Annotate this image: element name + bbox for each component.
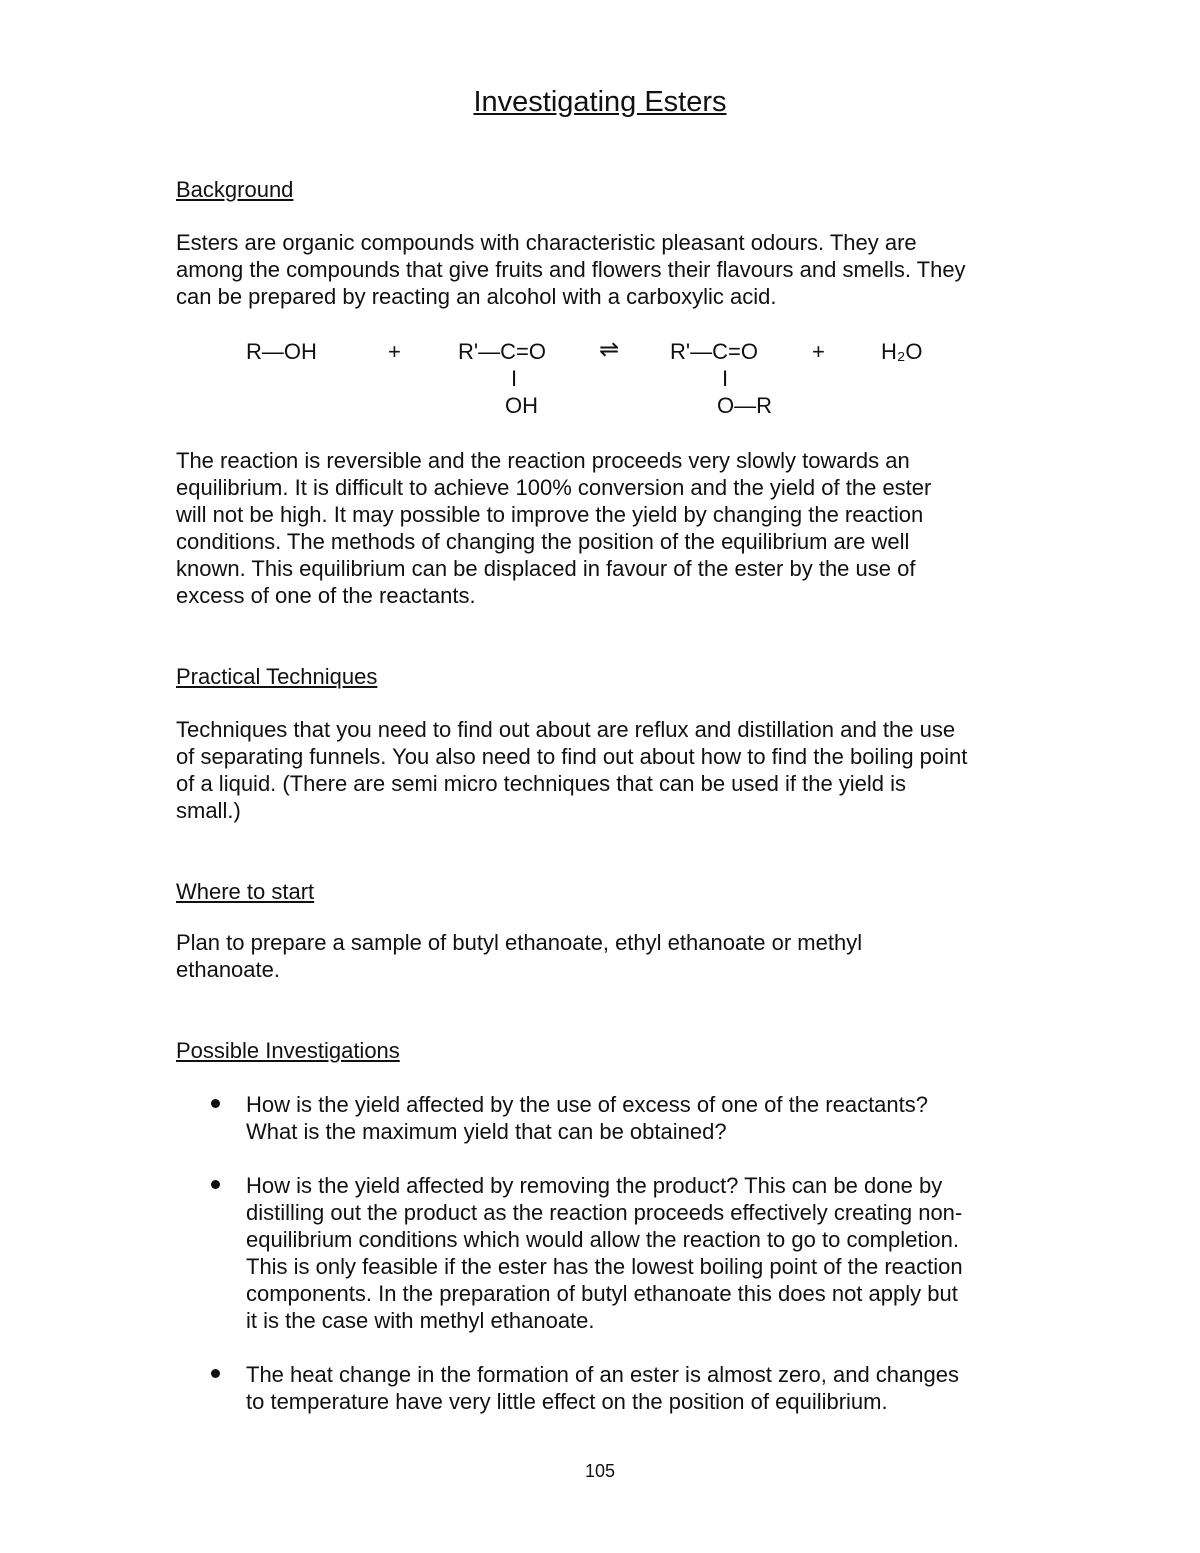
plus-sign: + [812, 339, 825, 364]
text-line: equilibrium conditions which would allow the reaction to go to completion. [246, 1227, 959, 1252]
text-line: among the compounds that give fruits and flowers their flavours and smells. They [176, 257, 966, 282]
equilibrium-arrow-icon: ⇌ [599, 336, 620, 363]
text-line: The reaction is reversible and the reaction proceeds very slowly towards an [176, 448, 910, 473]
bullet-icon [211, 1180, 220, 1189]
bullet-text [246, 1172, 1046, 1334]
text-line: How is the yield affected by removing the product? This can be done by [246, 1173, 943, 1198]
text-line: This is only feasible if the ester has the lowest boiling point of the reaction [246, 1254, 963, 1279]
text-line: of a liquid. (There are semi micro techniques that can be used if the yield is [176, 771, 907, 796]
text-line: components. In the preparation of butyl ethanoate this does not apply but [246, 1281, 958, 1306]
plus-sign: + [388, 339, 401, 364]
bullet-icon [211, 1099, 220, 1108]
text-line: to temperature have very little effect on the position of equilibrium. [246, 1389, 888, 1414]
bullet-icon [211, 1369, 220, 1378]
text-line: Plan to prepare a sample of butyl ethanoate, ethyl ethanoate or methyl [176, 930, 863, 955]
bullet-text [246, 1091, 1046, 1145]
text-line: equilibrium. It is difficult to achieve 100% conversion and the yield of the ester [176, 475, 932, 500]
alcohol-formula: R—OH [246, 339, 317, 364]
text-line: excess of one of the reactants. [176, 583, 476, 608]
background-intro [176, 229, 1036, 310]
text-line: will not be high. It may possible to improve the yield by changing the reaction [176, 502, 924, 527]
text-line: known. This equilibrium can be displaced in favour of the ester by the use of [176, 556, 916, 581]
practical-body [176, 716, 1036, 824]
text-line: can be prepared by reacting an alcohol with a carboxylic acid. [176, 284, 777, 309]
start-body [176, 929, 1036, 983]
ester-alkoxy: O—R [717, 393, 772, 418]
page-title: Investigating Esters [473, 86, 727, 118]
text-line: Techniques that you need to find out about are reflux and distillation and the use [176, 717, 956, 742]
ester-bond: I [722, 366, 729, 391]
text-line: How is the yield affected by the use of excess of one of the reactants? [246, 1092, 928, 1117]
acid-formula: R'—C=O [458, 339, 546, 364]
text-line: small.) [176, 798, 241, 823]
ester-formula: R'—C=O [670, 339, 758, 364]
start-heading: Where to start [176, 879, 315, 904]
text-line: Esters are organic compounds with characteristic pleasant odours. They are [176, 230, 917, 255]
text-line: ethanoate. [176, 957, 280, 982]
page-number: 105 [584, 1461, 616, 1481]
text-line: distilling out the product as the reaction proceeds effectively creating non- [246, 1200, 963, 1225]
acid-hydroxyl: OH [505, 393, 538, 418]
investigations-heading: Possible Investigations [176, 1038, 400, 1063]
water-formula: H₂O [881, 339, 923, 364]
acid-bond: I [511, 366, 518, 391]
bullet-text [246, 1361, 1046, 1415]
text-line: it is the case with methyl ethanoate. [246, 1308, 595, 1333]
text-line: What is the maximum yield that can be obtained? [246, 1119, 727, 1144]
background-heading: Background [176, 177, 294, 202]
background-body [176, 447, 1036, 609]
text-line: conditions. The methods of changing the position of the equilibrium are well [176, 529, 910, 554]
practical-heading: Practical Techniques [176, 664, 378, 689]
text-line: The heat change in the formation of an ester is almost zero, and changes [246, 1362, 959, 1387]
text-line: of separating funnels. You also need to find out about how to find the boiling point [176, 744, 968, 769]
